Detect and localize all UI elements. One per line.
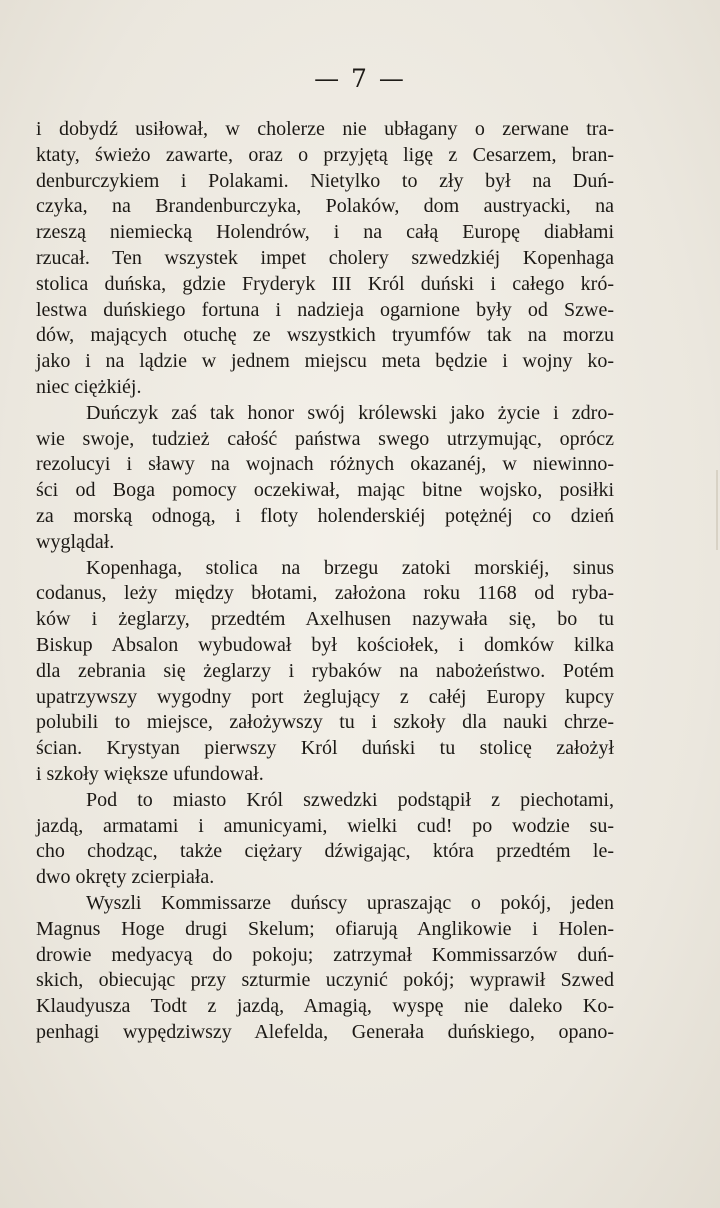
text-line: cho chodząc, także ciężary dźwigając, która przedtém le- (36, 840, 614, 863)
text-line: rzeszą niemiecką Holendrów, i na całą Europę diabłami (36, 221, 614, 244)
text-line: stolica duńska, gdzie Fryderyk III Król duński i całego kró- (36, 272, 614, 295)
text-line: Pod to miasto Król szwedzki podstąpił z piechotami, (86, 788, 614, 811)
text-line: i szkoły większe ufundował. (36, 762, 264, 785)
text-line: jako i na lądzie w jednem miejscu meta będzie i wojny ko- (36, 350, 614, 373)
text-line: skich, obiecując przy szturmie uczynić pokój; wyprawił Szwed (36, 969, 614, 992)
text-line: polubili to miejsce, założywszy tu i szkoły dla nauki chrze- (36, 711, 614, 734)
text-line: Wyszli Kommissarze duńscy upraszając o pokój, jeden (86, 891, 614, 914)
text-line: jazdą, armatami i amunicyami, wielki cud! po wodzie su- (36, 814, 614, 837)
text-line: niec ciężkiéj. (36, 375, 142, 398)
text-line: czyka, na Brandenburczyka, Polaków, dom austryacki, na (36, 195, 614, 218)
text-line: ścian. Krystyan pierwszy Król duński tu stolicę założył (36, 737, 614, 760)
text-line: rzucał. Ten wszystek impet cholery szwedzkiéj Kopenhaga (36, 246, 614, 269)
text-line: denburczykiem i Polakami. Nietylko to zły był na Duń- (36, 169, 614, 192)
text-line: ków i żeglarzy, przedtém Axelhusen nazywała się, bo tu (36, 608, 614, 631)
text-line: dla zebrania się żeglarzy i rybaków na nabożeństwo. Potém (36, 659, 614, 682)
text-line: Biskup Absalon wybudował był kościołek, i domków kilka (36, 633, 614, 656)
text-line: wyglądał. (36, 530, 115, 553)
text-line: ści od Boga pomocy oczekiwał, mając bitne wojsko, posiłki (36, 479, 614, 502)
text-line: Kopenhaga, stolica na brzegu zatoki morskiéj, sinus (86, 556, 614, 579)
text-line: penhagi wypędziwszy Alefelda, Generała duńskiego, opano- (36, 1020, 614, 1043)
body-text (36, 117, 614, 1046)
text-line: Duńczyk zaś tak honor swój królewski jako życie i zdro- (86, 401, 614, 424)
text-line: dów, mających otuchę ze wszystkich tryumfów tak na morzu (36, 324, 614, 347)
text-line: lestwa duńskiego fortuna i nadzieja ogarnione były od Szwe- (36, 298, 614, 321)
text-line: i dobydź usiłował, w cholerze nie ubłagany o zerwane tra- (36, 118, 614, 140)
text-line: wie swoje, tudzież całość państwa swego utrzymując, oprócz (36, 427, 614, 450)
text-line: ktaty, świeżo zawarte, oraz o przyjętą ligę z Cesarzem, bran- (36, 143, 614, 166)
text-line: upatrzywszy wygodny port żeglujący z całéj Europy kupcy (36, 685, 614, 708)
text-line: Klaudyusza Todt z jazdą, Amagią, wyspę nie daleko Ko- (36, 995, 614, 1018)
page-edge-shadow (716, 470, 718, 550)
text-line: codanus, leży między błotami, założona roku 1168 od ryba- (36, 582, 614, 605)
page-number-header: — 7 — (314, 64, 406, 93)
text-line: za morską odnogą, i floty holenderskiéj potężnéj co dzień (36, 504, 614, 527)
text-line: Magnus Hoge drugi Skelum; ofiarują Anglikowie i Holen- (36, 917, 614, 940)
text-line: dwo okręty zcierpiała. (36, 866, 215, 889)
text-line: rezolucyi i sławy na wojnach różnych okazanéj, w niewinno- (36, 453, 614, 476)
text-line: drowie medyacyą do pokoju; zatrzymał Kommissarzów duń- (36, 943, 614, 966)
